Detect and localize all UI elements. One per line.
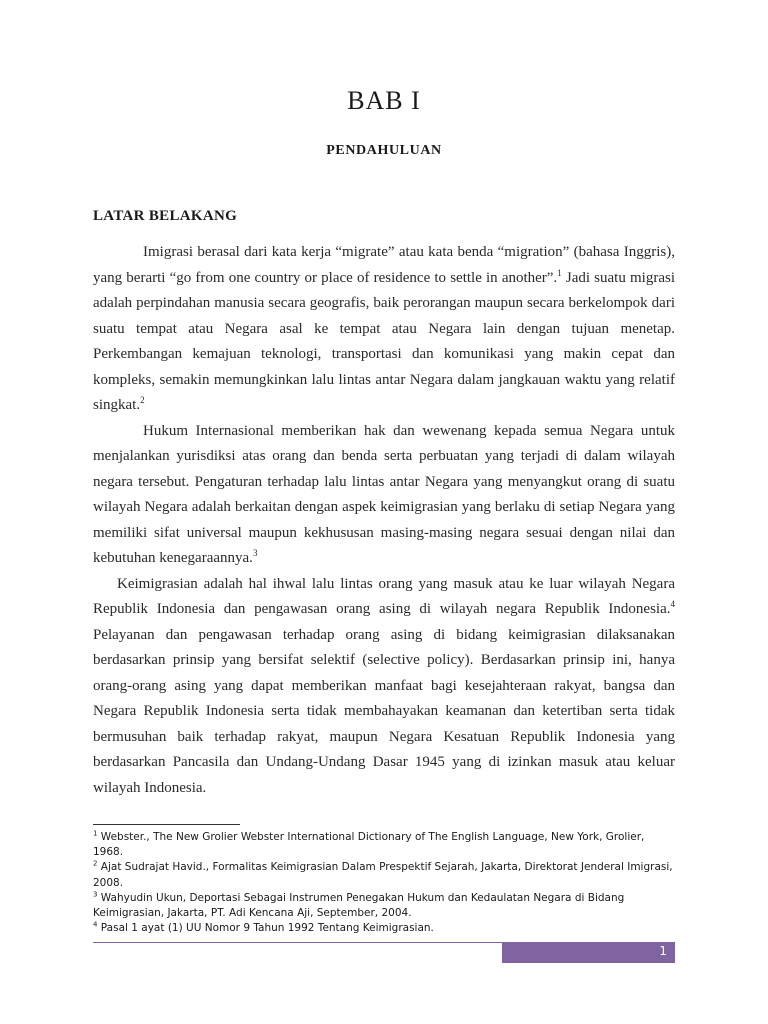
- paragraph-text: Keimigrasian adalah hal ihwal lalu lintas orang yang masuk atau ke luar wilayah Negara Republik Indonesia dan pengawasan orang asing di wilayah negara Republik Indonesia.: [93, 575, 675, 617]
- paragraph: [93, 240, 675, 419]
- footnote-number: 4: [93, 920, 98, 929]
- chapter-title: BAB I: [347, 86, 421, 115]
- footnote: [93, 891, 675, 921]
- footnote-number: 1: [93, 829, 98, 838]
- page-number-badge: [502, 942, 675, 963]
- chapter-subtitle: PENDAHULUAN: [326, 143, 442, 158]
- paragraph-text: Jadi suatu migrasi adalah perpindahan manusia secara geografis, baik perorangan maupun secara berkelompok dari suatu tempat atau Negara asal ke tempat atau Negara lain dengan tujuan menetap. Perkembangan kemajuan teknologi, transportasi dan komunikasi yang makin cepat dan kompleks, semakin memungkinkan lalu lintas antar Negara dalam jangkauan waktu yang relatif singkat.: [93, 269, 675, 413]
- body-text: [93, 240, 675, 801]
- page-number: 1: [659, 944, 667, 958]
- footnote-separator: [93, 824, 240, 825]
- footnote: [93, 860, 675, 890]
- paragraph: [93, 419, 675, 572]
- paragraph-text: Hukum Internasional memberikan hak dan wewenang kepada semua Negara untuk menjalankan yurisdiksi atas orang dan benda serta perbuatan yang terjadi di dalam wilayah negara tersebut. Pengaturan terhadap lalu lintas antar Negara yang menyangkut orang di suatu wilayah Negara adalah berkaitan dengan aspek keimigrasian yang berlaku di setiap Negara yang memiliki sifat universal maupun kekhususan masing-masing negara sesuai dengan nilai dan kebutuhan kenegaraannya.: [93, 422, 675, 566]
- footnote: [93, 830, 675, 860]
- footnote-text: Ajat Sudrajat Havid., Formalitas Keimigrasian Dalam Prespektif Sejarah, Jakarta, Direktorat Jenderal Imigrasi, 2008.: [93, 861, 673, 889]
- section-heading: LATAR BELAKANG: [93, 208, 238, 224]
- footnote-text: Pasal 1 ayat (1) UU Nomor 9 Tahun 1992 Tentang Keimigrasian.: [97, 922, 434, 935]
- paragraph-text: Pelayanan dan pengawasan terhadap orang asing di bidang keimigrasian dilaksanakan berdasarkan prinsip yang bersifat selektif (selective policy). Berdasarkan prinsip ini, hanya orang-orang asing yang dapat memberikan manfaat bagi kesejahteraan rakyat, bangsa dan Negara Republik Indonesia serta tidak membahayakan keamanan dan ketertiban serta tidak bermusuhan baik terhadap rakyat, maupun Negara Kesatuan Republik Indonesia yang berdasarkan Pancasila dan Undang-Undang Dasar 1945 yang di izinkan masuk atau keluar wilayah Indonesia.: [93, 626, 675, 796]
- footnote-text: Webster., The New Grolier Webster International Dictionary of The English Language, New York, Grolier, 1968.: [93, 831, 645, 859]
- footnote-number: 3: [93, 890, 98, 899]
- footnote: [93, 921, 675, 936]
- paragraph: [93, 572, 675, 802]
- footnotes: [93, 830, 675, 936]
- footnote-ref[interactable]: 2: [140, 395, 145, 405]
- footnote-text: Wahyudin Ukun, Deportasi Sebagai Instrumen Penegakan Hukum dan Kedaulatan Negara di Bidang Keimigrasian, Jakarta, PT. Adi Kencana Aji, September, 2004.: [93, 891, 625, 920]
- paragraph-text: Imigrasi berasal dari kata kerja “migrate” atau kata benda “migration” (bahasa Inggris), yang berarti “go from one country or place of residence to settle in another”.: [93, 244, 675, 286]
- footnote-ref[interactable]: 1: [557, 267, 562, 278]
- footnote-ref[interactable]: 4: [670, 599, 675, 609]
- footnote-number: 2: [93, 859, 98, 868]
- footnote-ref[interactable]: 3: [252, 548, 258, 558]
